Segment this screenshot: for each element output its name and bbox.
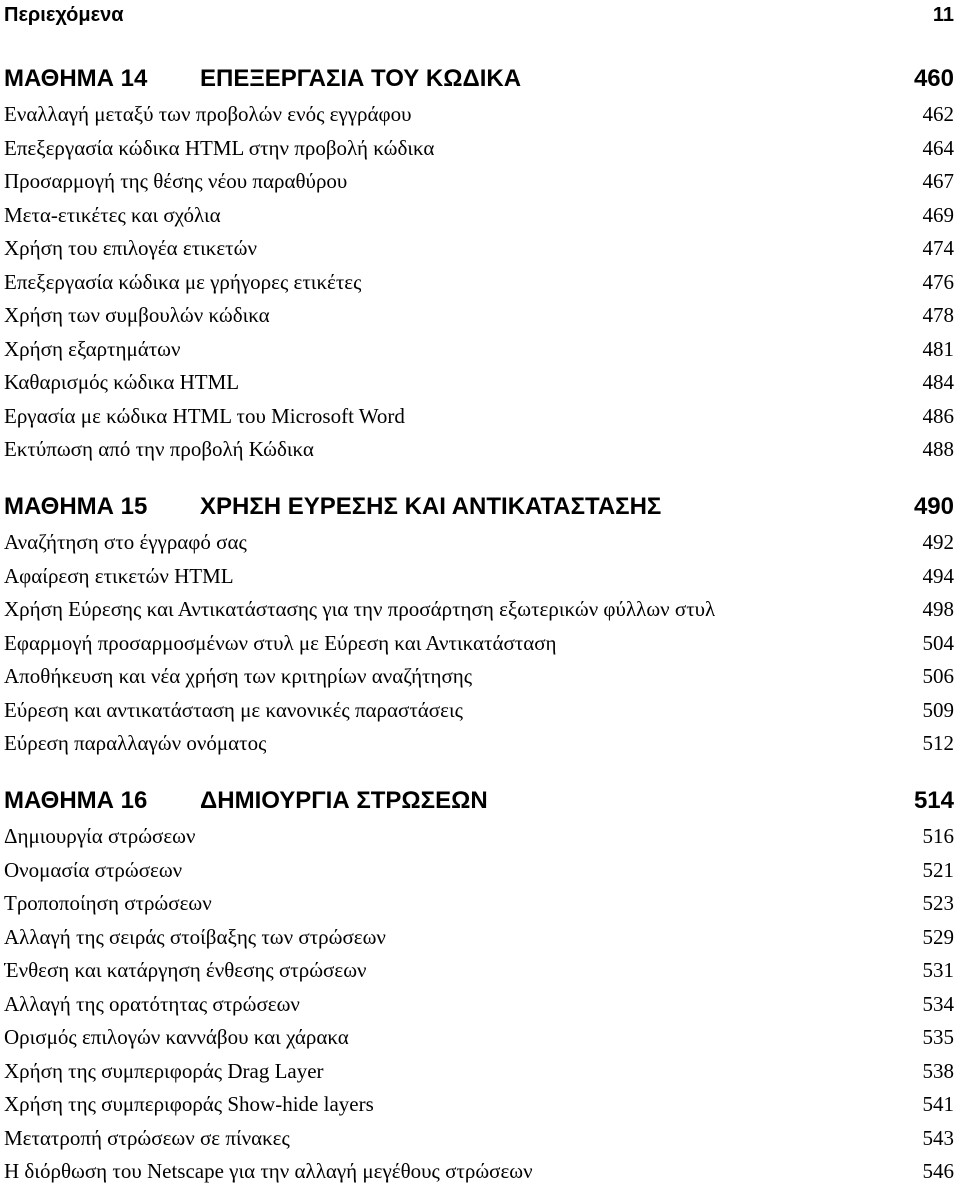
toc-entry <box>4 165 954 199</box>
toc-entry <box>4 627 954 661</box>
toc-entry <box>4 954 954 988</box>
lesson-label: ΜΑΘΗΜΑ 16 <box>4 787 148 814</box>
entry-page: 546 <box>922 1159 954 1184</box>
toc-entry <box>4 299 954 333</box>
toc-entry <box>4 366 954 400</box>
lesson-title: ΕΠΕΞΕΡΓΑΣΙΑ ΤΟΥ ΚΩΔΙΚΑ <box>200 65 522 92</box>
entry-page: 476 <box>922 269 954 294</box>
lesson-page: 490 <box>913 493 954 520</box>
entry-title: Χρήση εξαρτημάτων <box>4 336 181 361</box>
header-title: Περιεχόμενα <box>4 3 124 26</box>
toc-entry <box>4 560 954 594</box>
entry-title: Εύρεση παραλλαγών ονόματος <box>4 731 267 756</box>
toc-entry <box>4 887 954 921</box>
entry-page: 538 <box>922 1058 954 1083</box>
lesson-label: ΜΑΘΗΜΑ 14 <box>4 65 148 92</box>
lesson-label: ΜΑΘΗΜΑ 15 <box>4 493 148 520</box>
entry-title: Αλλαγή της σειράς στοίβαξης των στρώσεων <box>4 924 386 949</box>
toc-entry <box>4 988 954 1022</box>
toc-entry <box>4 400 954 434</box>
entry-title: Ορισμός επιλογών καννάβου και χάρακα <box>4 1025 349 1050</box>
entry-title: Τροποποίηση στρώσεων <box>4 891 212 916</box>
toc-entry <box>4 921 954 955</box>
entry-title: Χρήση των συμβουλών κώδικα <box>4 303 270 328</box>
toc-entry <box>4 854 954 888</box>
entry-title: Η διόρθωση του Netscape για την αλλαγή μεγέθους στρώσεων <box>4 1159 533 1184</box>
entry-title: Αλλαγή της ορατότητας στρώσεων <box>4 991 300 1016</box>
toc-entry <box>4 266 954 300</box>
toc-entry <box>4 98 954 132</box>
entry-title: Αφαίρεση ετικετών HTML <box>4 563 234 588</box>
entry-page: 467 <box>922 169 954 194</box>
entry-title: Αναζήτηση στο έγγραφό σας <box>4 530 247 555</box>
entry-page: 498 <box>922 597 954 622</box>
entry-page: 516 <box>922 824 954 849</box>
entry-page: 481 <box>922 336 954 361</box>
entry-page: 464 <box>922 135 954 160</box>
entry-page: 541 <box>922 1092 954 1117</box>
entry-page: 484 <box>922 370 954 395</box>
entry-title: Επεξεργασία κώδικα HTML στην προβολή κώδικα <box>4 135 435 160</box>
entry-title: Ένθεση και κατάργηση ένθεσης στρώσεων <box>4 958 367 983</box>
entry-title: Χρήση της συμπεριφοράς Show-hide layers <box>4 1092 374 1117</box>
lesson-heading <box>4 782 954 820</box>
entry-title: Επεξεργασία κώδικα με γρήγορες ετικέτες <box>4 269 362 294</box>
lesson-heading <box>4 60 954 98</box>
lesson-title: ΧΡΗΣΗ ΕΥΡΕΣΗΣ ΚΑΙ ΑΝΤΙΚΑΤΑΣΤΑΣΗΣ <box>200 493 662 520</box>
toc-entry <box>4 1021 954 1055</box>
entry-page: 509 <box>922 697 954 722</box>
entry-title: Εφαρμογή προσαρμοσμένων στυλ με Εύρεση και Αντικατάσταση <box>4 630 557 655</box>
toc-entry <box>4 820 954 854</box>
entry-page: 488 <box>922 437 954 462</box>
entry-title: Χρήση του επιλογέα ετικετών <box>4 236 257 261</box>
entry-title: Εύρεση και αντικατάσταση με κανονικές παραστάσεις <box>4 697 463 722</box>
entry-title: Εκτύπωση από την προβολή Κώδικα <box>4 437 314 462</box>
entry-title: Ονομασία στρώσεων <box>4 857 183 882</box>
toc-entry <box>4 1122 954 1156</box>
toc-entry <box>4 727 954 761</box>
entry-page: 521 <box>922 857 954 882</box>
entry-page: 474 <box>922 236 954 261</box>
entry-page: 504 <box>922 630 954 655</box>
lesson-page: 460 <box>913 65 954 92</box>
toc-entry <box>4 593 954 627</box>
toc-entry <box>4 1088 954 1122</box>
lesson-heading <box>4 488 954 526</box>
toc-entry <box>4 232 954 266</box>
toc-entry <box>4 1155 954 1189</box>
toc-entry <box>4 660 954 694</box>
page-header <box>4 0 954 30</box>
entry-title: Εργασία με κώδικα HTML του Microsoft Word <box>4 403 405 428</box>
entry-page: 478 <box>922 303 954 328</box>
entry-page: 486 <box>922 403 954 428</box>
entry-page: 469 <box>922 202 954 227</box>
toc-entry <box>4 199 954 233</box>
entry-title: Προσαρμογή της θέσης νέου παραθύρου <box>4 169 348 194</box>
entry-title: Δημιουργία στρώσεων <box>4 824 196 849</box>
entry-title: Χρήση Εύρεσης και Αντικατάστασης για την προσάρτηση εξωτερικών φύλλων στυλ <box>4 597 716 622</box>
lesson-title: ΔΗΜΙΟΥΡΓΙΑ ΣΤΡΩΣΕΩΝ <box>200 787 488 814</box>
toc-entry <box>4 526 954 560</box>
entry-page: 512 <box>922 731 954 756</box>
entry-title: Εναλλαγή μεταξύ των προβολών ενός εγγράφου <box>4 102 412 127</box>
entry-page: 531 <box>922 958 954 983</box>
entry-title: Χρήση της συμπεριφοράς Drag Layer <box>4 1058 324 1083</box>
entry-page: 535 <box>922 1025 954 1050</box>
entry-title: Αποθήκευση και νέα χρήση των κριτηρίων αναζήτησης <box>4 664 473 689</box>
entry-title: Μετα-ετικέτες και σχόλια <box>4 202 221 227</box>
entry-page: 492 <box>922 530 954 555</box>
entry-page: 494 <box>922 563 954 588</box>
entry-title: Καθαρισμός κώδικα HTML <box>4 370 240 395</box>
entry-page: 462 <box>922 102 954 127</box>
lesson-section-14 <box>4 60 954 467</box>
entry-page: 534 <box>922 991 954 1016</box>
lesson-section-16 <box>4 782 954 1189</box>
lesson-page: 514 <box>913 787 954 814</box>
entry-title: Μετατροπή στρώσεων σε πίνακες <box>4 1125 290 1150</box>
header-page-number: 11 <box>932 3 954 26</box>
toc-entry <box>4 132 954 166</box>
toc-entry <box>4 694 954 728</box>
toc-entry <box>4 1055 954 1089</box>
entry-page: 529 <box>922 924 954 949</box>
entry-page: 523 <box>922 891 954 916</box>
toc-entry <box>4 433 954 467</box>
lesson-section-15 <box>4 488 954 761</box>
entry-page: 506 <box>922 664 954 689</box>
entry-page: 543 <box>922 1125 954 1150</box>
toc-entry <box>4 333 954 367</box>
